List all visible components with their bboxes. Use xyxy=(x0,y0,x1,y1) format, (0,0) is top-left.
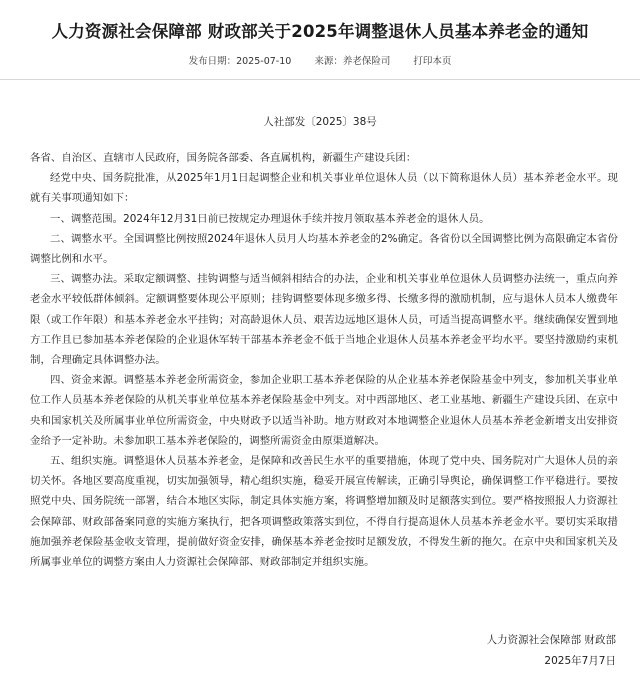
page-title: 人力资源社会保障部 财政部关于2025年调整退休人员基本养老金的通知 xyxy=(51,22,589,41)
meta-bar xyxy=(0,54,640,70)
signature-date: 2025年7月7日 xyxy=(544,655,616,667)
header-divider xyxy=(0,79,640,80)
section-level: 二、调整水平。全国调整比例按照2024年退休人员月人均基本养老金的2%确定。各省份以全国调整比例为高限确定本省份调整比例和水平。 xyxy=(30,232,618,266)
document-number: 人社部发〔2025〕38号 xyxy=(263,116,377,128)
section-method: 三、调整办法。采取定额调整、挂钩调整与适当倾斜相结合的办法，企业和机关事业单位退休人员调整办法统一，重点向养老金水平较低群体倾斜。定额调整要体现公平原则；挂钩调整要体现多缴多得、长缴多得的激励机制，应与退休人员本人缴费年限（或工作年限）和基本养老金水平挂钩；对高龄退休人员、艰苦边远地区退休人员，可适当提高调整水平。继续确保安置到地方工作且已参加基本养老保险的企业退休军转干部基本养老金不低于当地企业退休人员基本养老金平均水平。要坚持激励约束机制，合理确定具体调整办法。 xyxy=(30,273,618,367)
signature-block xyxy=(487,630,616,672)
document-body xyxy=(30,148,618,572)
addressee-line: 各省、自治区、直辖市人民政府，国务院各部委、各直属机构，新疆生产建设兵团： xyxy=(30,152,417,164)
source-label: 来源：养老保险司 xyxy=(314,56,391,67)
section-scope: 一、调整范围。2024年12月31日前已按规定办理退休手续并按月领取基本养老金的退休人员。 xyxy=(50,212,490,225)
signature-issuer: 人力资源社会保障部 财政部 xyxy=(486,634,616,646)
intro-paragraph: 经党中央、国务院批准，从2025年1月1日起调整企业和机关事业单位退休人员（以下简称退休人员）基本养老金水平。现就有关事项通知如下： xyxy=(30,172,618,205)
publish-date: 发布日期：2025-07-10 xyxy=(188,56,292,67)
section-funding: 四、资金来源。调整基本养老金所需资金，参加企业职工基本养老保险的从企业基本养老保险基金中列支，参加机关事业单位工作人员基本养老保险的从机关事业单位基本养老保险基金中列支。对中西部地区、老工业基地、新疆生产建设兵团、在京中央和国家机关及所属事业单位所需资金，中央财政予以适当补助。地方财政对本地调整企业退休人员基本养老金新增支出安排资金给予一定补助。未参加职工基本养老保险的，调整所需资金由原渠道解决。 xyxy=(30,374,618,447)
print-page-link[interactable]: 打印本页 xyxy=(413,56,452,67)
section-implementation: 五、组织实施。调整退休人员基本养老金，是保障和改善民生水平的重要措施，体现了党中央、国务院对广大退休人员的亲切关怀。各地区要高度重视，切实加强领导，精心组织实施，稳妥开展宣传解读，正确引导舆论，确保调整工作平稳进行。要按照党中央、国务院统一部署，结合本地区实际，制定具体实施方案，将调整增加额及时足额落实到位。要严格按照报人力资源社会保障部、财政部备案同意的实施方案执行，把各项调整政策落实到位，不得自行提高退休人员基本养老金水平。要切实采取措施加强养老保险基金收支管理，提前做好资金安排，确保基本养老金按时足额发放，不得发生新的拖欠。在京中央和国家机关及所属事业单位的调整方案由人力资源社会保障部、财政部制定并组织实施。 xyxy=(30,455,618,569)
